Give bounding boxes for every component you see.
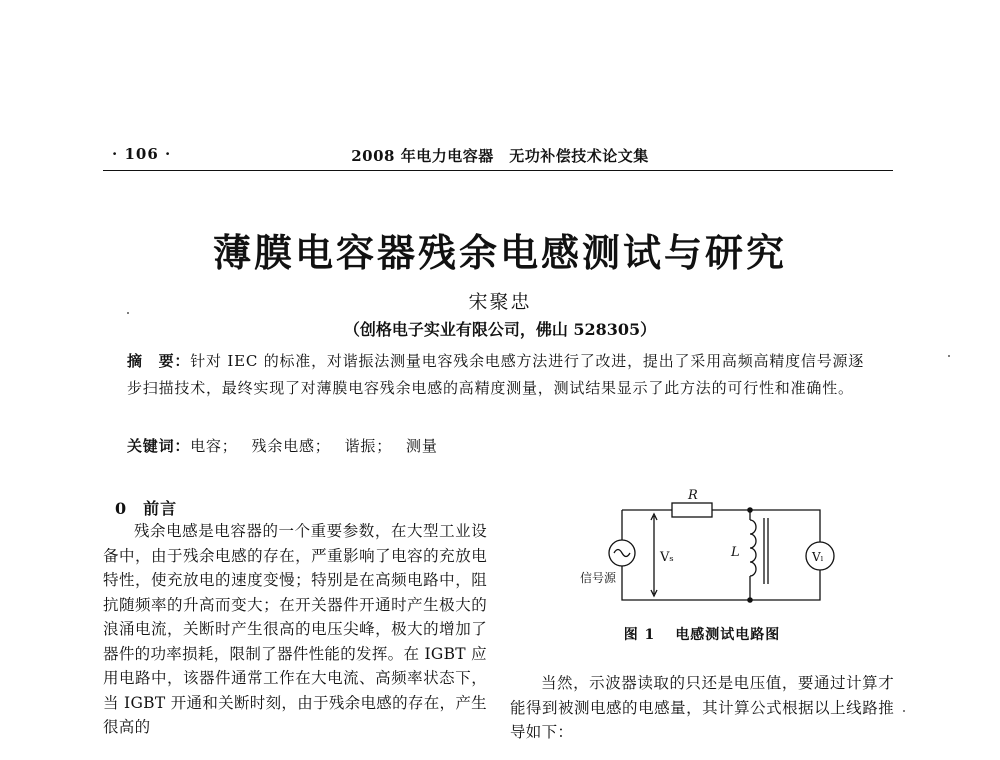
circuit-diagram: [580, 488, 840, 610]
abstract-label: 摘 要：: [127, 352, 191, 370]
section-number: 0: [115, 499, 128, 518]
body-paragraph: 残余电感是电容器的一个重要参数，在大型工业设备中，由于残余电感的存在，严重影响了电容的充放电特性，使充放电的速度变慢；特别是在高频电路中，阻抗随频率的升高而变大；在开关器件开通时产生极大的浪涌电流，关断时产生很高的电压尖峰，极大的增加了器件的功率损耗，限制了器件性能的发挥。在 IGBT 应用电路中，该器件通常工作在大电流、高频率状态下，当 IGBT 开通和关断时刻，由于残余电感的存在，产生很高的: [103, 522, 487, 736]
keyword: 电容；: [190, 437, 238, 455]
sine-wave-icon: [614, 550, 630, 557]
scan-speck: [948, 355, 950, 357]
paper-title: 薄膜电容器残余电感测试与研究: [212, 231, 787, 275]
figure-caption-text: 电感测试电路图: [675, 627, 781, 643]
keyword: 残余电感；: [251, 437, 331, 455]
left-column: [103, 519, 487, 740]
voltmeter-label: Vₗ: [812, 550, 824, 564]
resistor-symbol: [672, 503, 712, 517]
keyword: 谐振；: [344, 437, 393, 455]
junction-dot: [747, 507, 753, 513]
body-paragraph: 当然，示波器读取的只还是电压值，要通过计算才能得到被测电感的电感量，其计算公式根据以上线路推导如下：: [510, 674, 894, 741]
source-voltage-label: Vₛ: [660, 550, 674, 565]
scan-speck: [903, 710, 905, 712]
source-name-label: 信号源: [580, 571, 617, 585]
figure-caption: [510, 624, 894, 644]
page-number: · 106 ·: [112, 145, 172, 163]
abstract-text: 针对 IEC 的标准，对谐振法测量电容残余电感方法进行了改进，提出了采用高频高精度信号源逐步扫描技术，最终实现了对薄膜电容残余电感的高精度测量，测试结果显示了此方法的可行性和准确性。: [127, 352, 865, 397]
keyword: 测量: [406, 437, 438, 455]
figure-number: 图 1: [623, 627, 656, 643]
author: 宋聚忠: [468, 291, 532, 313]
section-heading: [115, 496, 177, 519]
wire: [622, 566, 820, 600]
abstract: [127, 348, 872, 402]
section-title: 前言: [143, 499, 178, 518]
header-rule: [103, 170, 893, 171]
keywords-label: 关键词：: [127, 437, 191, 455]
right-column: [510, 671, 894, 745]
wire: [712, 510, 820, 542]
junction-dot: [747, 597, 753, 603]
resistor-label: R: [688, 488, 698, 503]
inductor-symbol: [750, 520, 756, 576]
keywords: [127, 435, 872, 456]
running-title: 2008 年电力电容器 无功补偿技术论文集: [351, 147, 649, 165]
inductor-label: L: [731, 545, 740, 560]
affiliation: （创格电子实业有限公司，佛山 528305）: [343, 320, 657, 339]
